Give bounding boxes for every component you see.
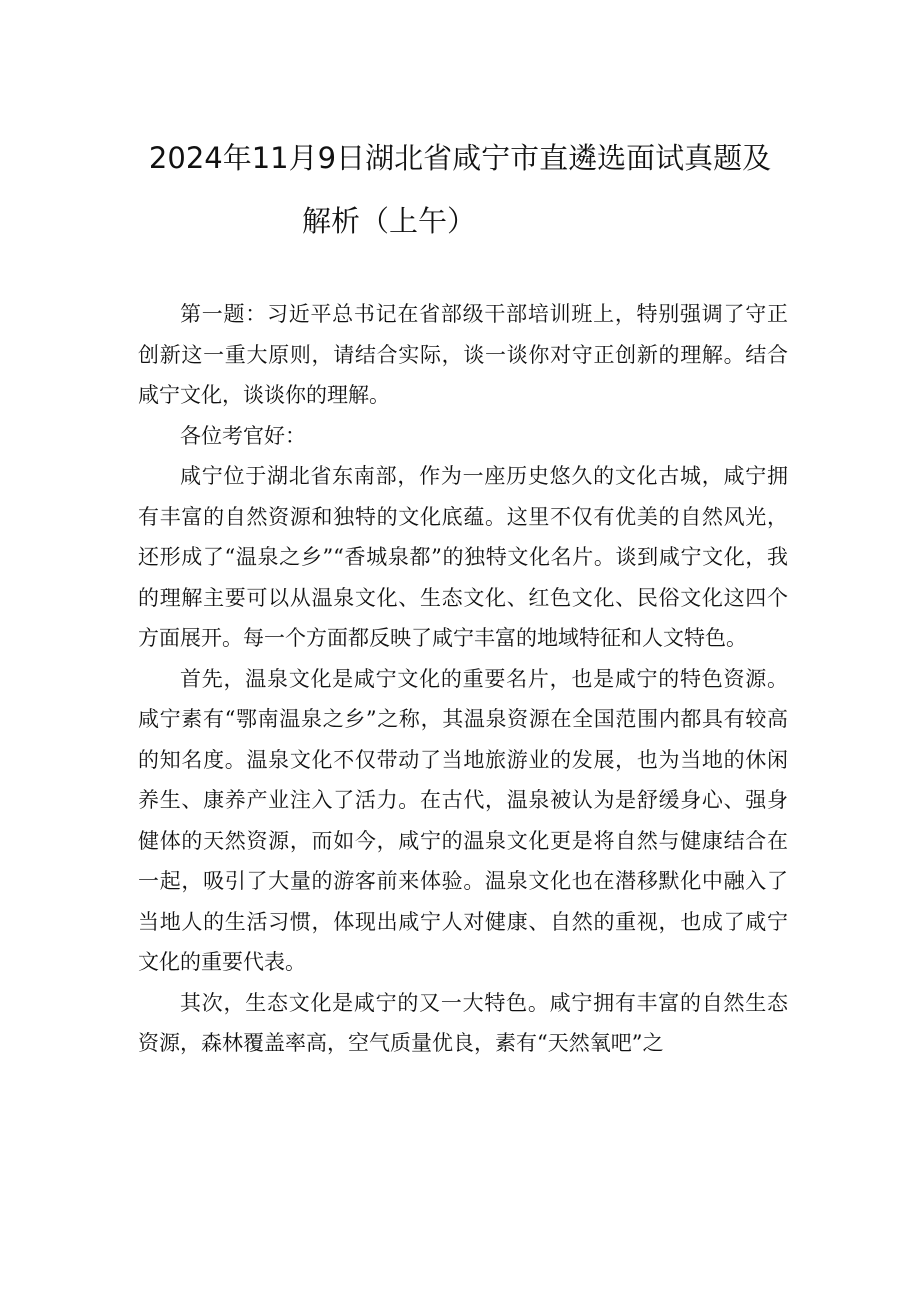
- intro-paragraph: 咸宁位于湖北省东南部，作为一座历史悠久的文化古城，咸宁拥有丰富的自然资源和独特的文化底蕴。这里不仅有优美的自然风光，还形成了“温泉之乡”“香城泉都”的独特文化名片。谈到咸宁文化，我的理解主要可以从温泉文化、生态文化、红色文化、民俗文化这四个方面展开。每一个方面都反映了咸宁丰富的地域特征和人文特色。: [138, 464, 788, 650]
- greeting-paragraph: 各位考官好：: [180, 423, 306, 448]
- document-title-line-2: 解析（上午）: [302, 204, 477, 238]
- ecology-paragraph: 其次，生态文化是咸宁的又一大特色。咸宁拥有丰富的自然生态资源，森林覆盖率高，空气质量优良，素有“天然氧吧”之: [138, 990, 788, 1055]
- hot-spring-paragraph: 首先，温泉文化是咸宁文化的重要名片，也是咸宁的特色资源。咸宁素有“鄂南温泉之乡”之称，其温泉资源在全国范围内都具有较高的知名度。温泉文化不仅带动了当地旅游业的发展，也为当地的休闲养生、康养产业注入了活力。在古代，温泉被认为是舒缓身心、强身健体的天然资源，而如今，咸宁的温泉文化更是将自然与健康结合在一起，吸引了大量的游客前来体验。温泉文化也在潜移默化中融入了当地人的生活习惯，体现出咸宁人对健康、自然的重视，也成了咸宁文化的重要代表。: [138, 666, 788, 974]
- document-body: [138, 294, 788, 1064]
- question-paragraph: 第一题：习近平总书记在省部级干部培训班上，特别强调了守正创新这一重大原则，请结合实际，谈一谈你对守正创新的理解。结合咸宁文化，谈谈你的理解。: [138, 302, 788, 407]
- document-title-line-1: 2024年11月9日湖北省咸宁市直遴选面试真题及: [148, 141, 772, 175]
